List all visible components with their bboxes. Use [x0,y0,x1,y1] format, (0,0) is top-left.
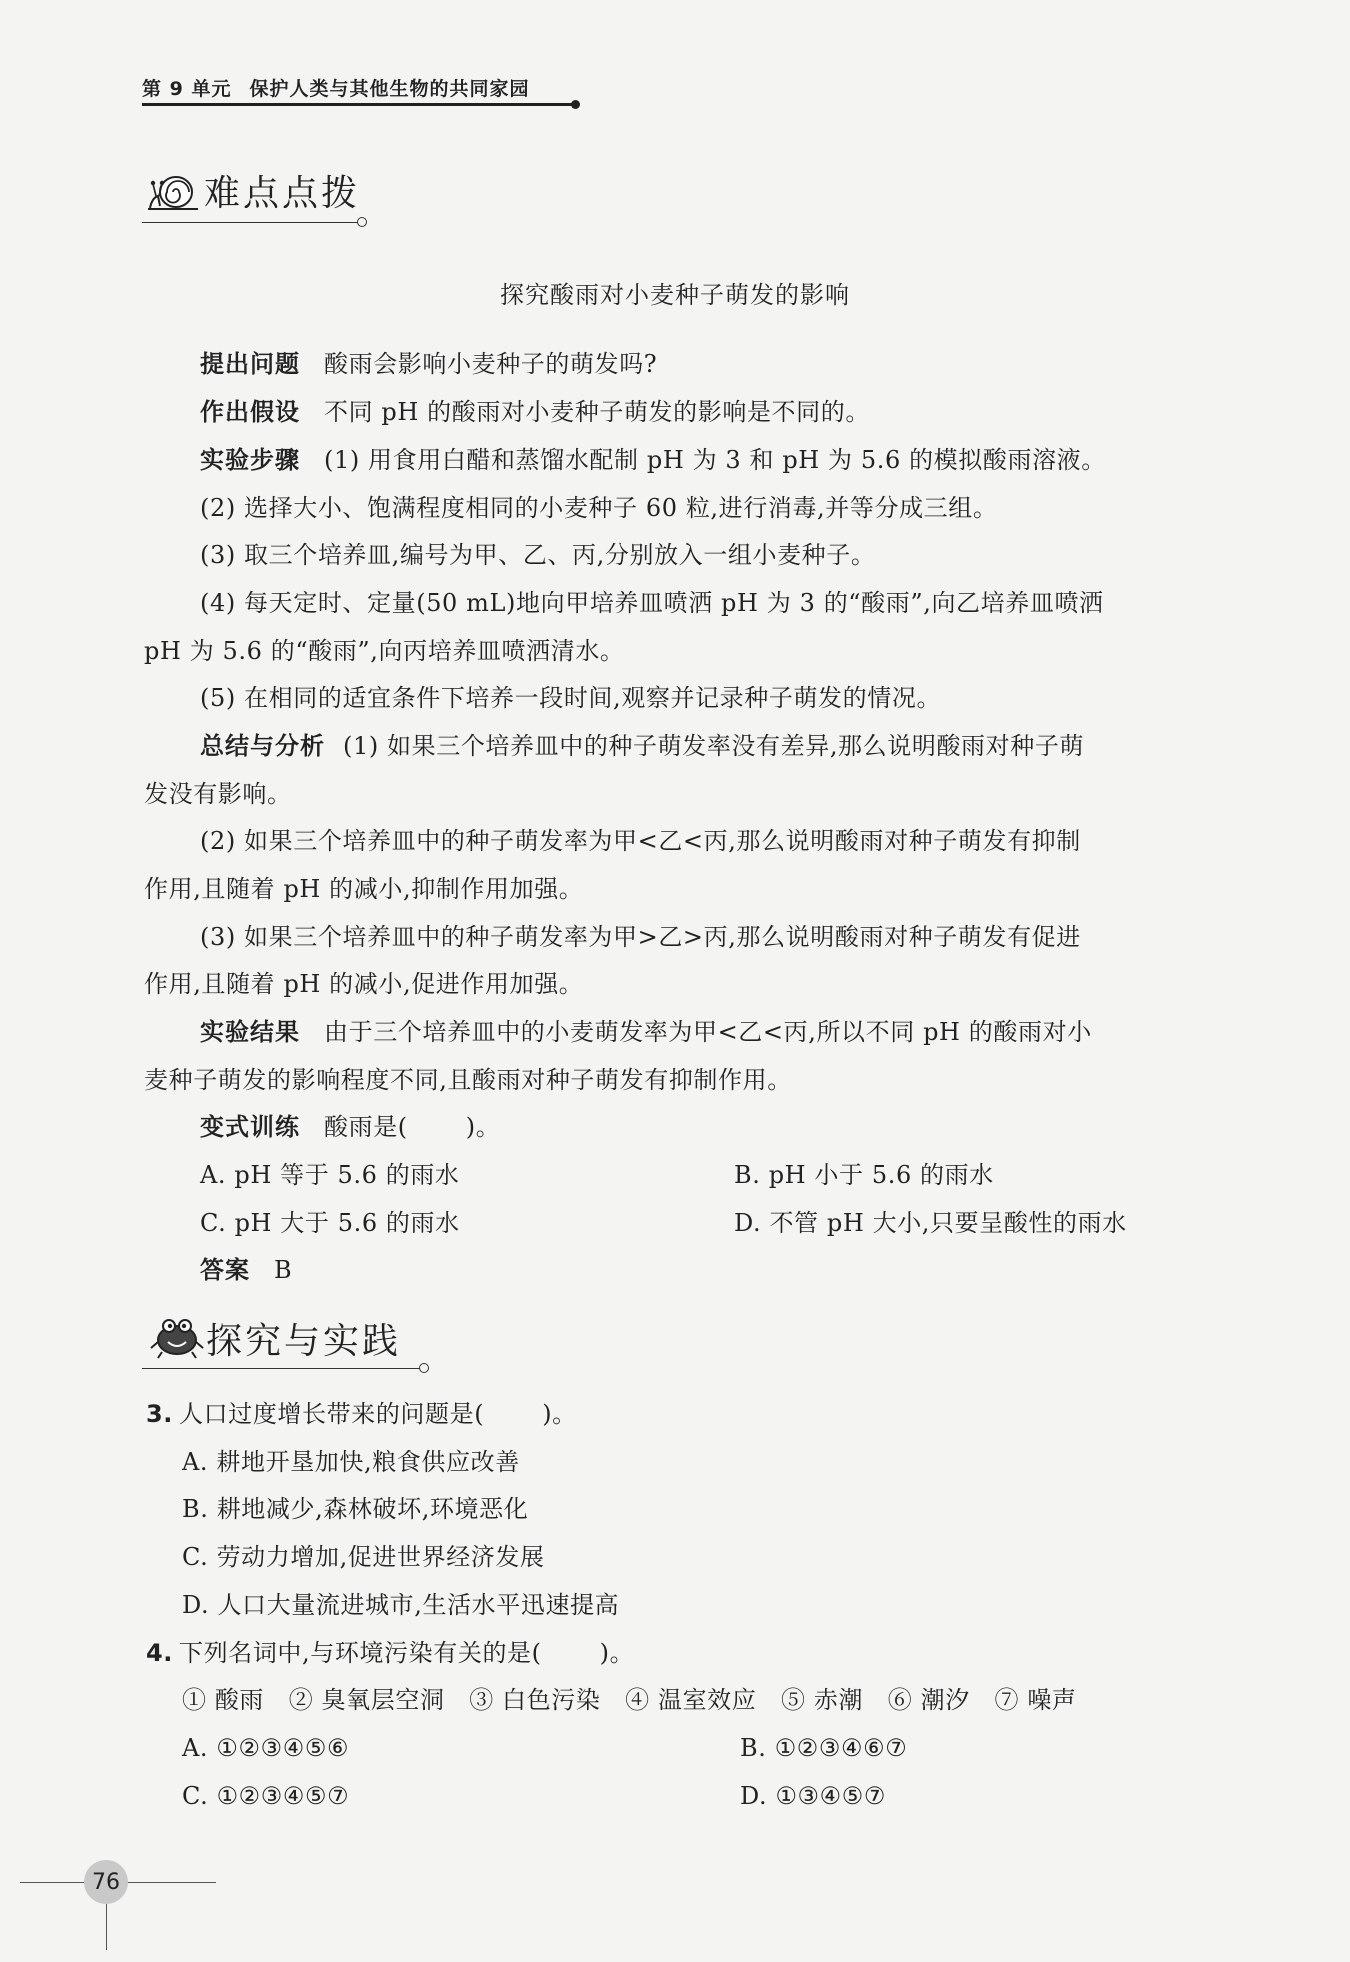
question-4-items: ① 酸雨 ② 臭氧层空洞 ③ 白色污染 ④ 温室效应 ⑤ 赤潮 ⑥ 潮汐 ⑦ 噪声 [182,1686,1077,1714]
question-label: 提出问题 [200,350,300,378]
question-3-option-c: C. 劳动力增加,促进世界经济发展 [182,1543,545,1571]
header-rule-dot [571,100,580,109]
variant-option-a: A. pH 等于 5.6 的雨水 [200,1161,460,1189]
question-4-number: 4. [146,1639,174,1667]
question-3-number: 3. [146,1400,174,1428]
section-practice-rule-end [419,1363,429,1373]
answer-label: 答案 [200,1256,250,1284]
question-4-option-a: A. ①②③④⑤⑥ [182,1734,350,1762]
answer-line [200,1258,292,1282]
page-number: 76 [92,1870,120,1895]
step-4-line-2: pH 为 5.6 的“酸雨”,向丙培养皿喷洒清水。 [144,637,625,665]
question-4-option-c: C. ①②③④⑤⑦ [182,1782,350,1810]
step-4-line-1: (4) 每天定时、定量(50 mL)地向甲培养皿喷洒 pH 为 3 的“酸雨”,向乙培养皿喷洒 [200,589,1104,617]
question-4-stem-start: 下列名词中,与环境污染有关的是( [179,1639,542,1667]
section-practice [150,1312,401,1360]
header-rule [142,103,575,106]
question-3-stem-start: 人口过度增长带来的问题是( [179,1400,485,1428]
question-text: 酸雨会影响小麦种子的萌发吗? [324,350,658,378]
question-4-option-d: D. ①③④⑤⑦ [740,1782,887,1810]
step-5: (5) 在相同的适宜条件下培养一段时间,观察并记录种子萌发的情况。 [200,684,942,712]
answer-value: B [274,1256,293,1284]
section-difficulty-rule [142,222,358,223]
section-difficulty-rule-end [357,217,367,227]
result-label: 实验结果 [200,1018,300,1046]
question-3-option-d: D. 人口大量流进城市,生活水平迅速提高 [182,1591,620,1619]
variant-option-c: C. pH 大于 5.6 的雨水 [200,1209,460,1237]
footer-tick [106,1904,107,1950]
unit-header [142,74,529,101]
steps-line [200,448,1106,472]
variant-line [200,1115,500,1139]
variant-label: 变式训练 [200,1113,300,1141]
variant-option-b: B. pH 小于 5.6 的雨水 [734,1161,994,1189]
hypothesis-text: 不同 pH 的酸雨对小麦种子萌发的影响是不同的。 [324,398,870,426]
step-2: (2) 选择大小、饱满程度相同的小麦种子 60 粒,进行消毒,并等分成三组。 [200,494,998,522]
question-line [200,352,657,376]
experiment-title: 探究酸雨对小麦种子萌发的影响 [500,281,850,309]
result-text-line-2: 麦种子萌发的影响程度不同,且酸雨对种子萌发有抑制作用。 [144,1066,792,1094]
question-3-stem-end: )。 [542,1400,577,1428]
variant-question-start: 酸雨是( [324,1113,408,1141]
step-1: (1) 用食用白醋和蒸馏水配制 pH 为 3 和 pH 为 5.6 的模拟酸雨溶液。 [324,446,1106,474]
section-difficulty [146,168,360,212]
snail-icon [146,168,202,212]
question-4-stem-end: )。 [599,1639,635,1667]
hypothesis-label: 作出假设 [200,398,300,426]
analysis-line [200,734,1084,758]
question-4 [146,1641,634,1665]
question-3-option-b: B. 耕地减少,森林破坏,环境恶化 [182,1495,529,1523]
variant-question-end: )。 [465,1113,501,1141]
analysis-2-line-1: (2) 如果三个培养皿中的种子萌发率为甲<乙<丙,那么说明酸雨对种子萌发有抑制 [200,827,1081,855]
analysis-3-line-2: 作用,且随着 pH 的减小,促进作用加强。 [144,970,584,998]
variant-option-d: D. 不管 pH 大小,只要呈酸性的雨水 [734,1209,1127,1237]
analysis-2-line-2: 作用,且随着 pH 的减小,抑制作用加强。 [144,875,584,903]
hypothesis-line [200,400,870,424]
step-3: (3) 取三个培养皿,编号为甲、乙、丙,分别放入一组小麦种子。 [200,541,876,569]
analysis-label: 总结与分析 [200,732,325,760]
section-practice-title: 探究与实践 [206,1321,402,1362]
steps-label: 实验步骤 [200,446,300,474]
section-practice-rule [142,1368,421,1369]
analysis-3-line-1: (3) 如果三个培养皿中的种子萌发率为甲>乙>丙,那么说明酸雨对种子萌发有促进 [200,923,1081,951]
analysis-1-line-1: (1) 如果三个培养皿中的种子萌发率没有差异,那么说明酸雨对种子萌 [343,732,1085,760]
section-difficulty-title: 难点点拨 [204,173,361,214]
unit-number: 第 9 单元 [142,78,232,100]
result-line [200,1020,1092,1044]
question-4-option-b: B. ①②③④⑥⑦ [740,1734,908,1762]
bug-face-icon [150,1312,204,1360]
question-3-option-a: A. 耕地开垦加快,粮食供应改善 [182,1448,520,1476]
result-text-line-1: 由于三个培养皿中的小麦萌发率为甲<乙<丙,所以不同 pH 的酸雨对小 [324,1018,1092,1046]
analysis-1-line-2: 发没有影响。 [144,780,292,808]
unit-title: 保护人类与其他生物的共同家园 [249,78,530,100]
question-3 [146,1402,577,1426]
